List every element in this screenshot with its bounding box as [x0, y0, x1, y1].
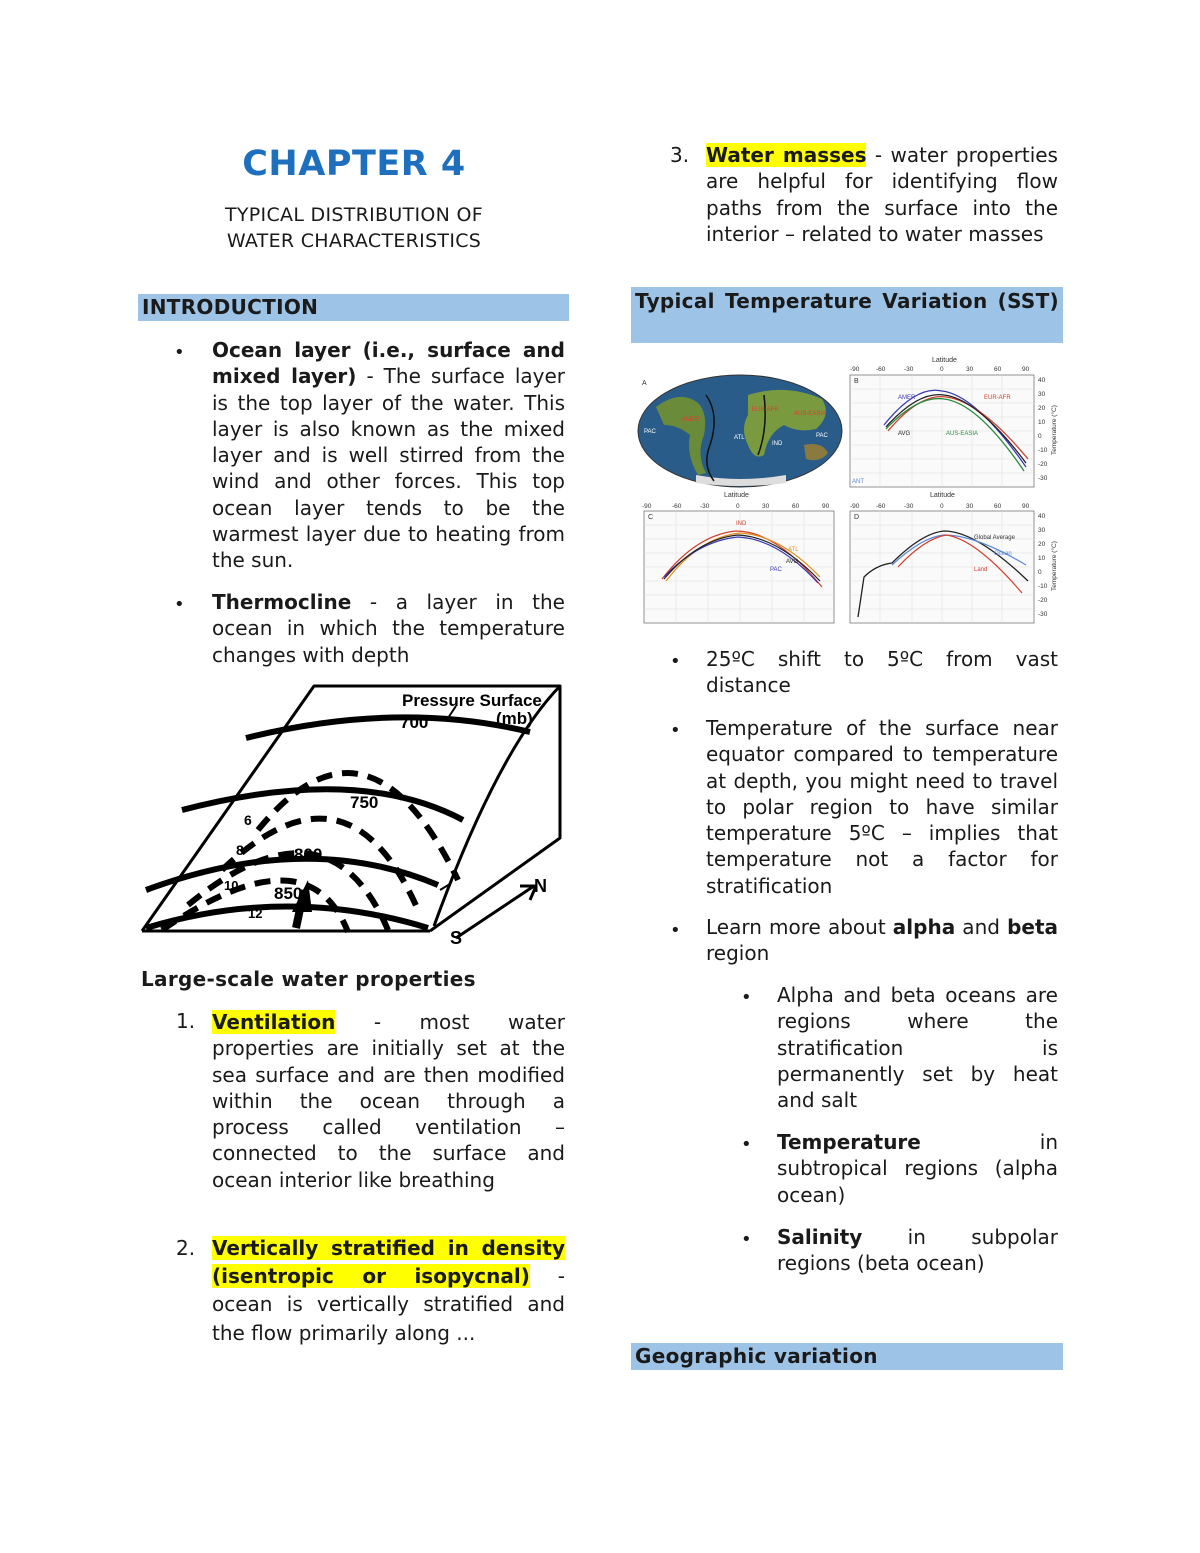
c-label: AVG [786, 559, 799, 565]
c-label: IND [736, 521, 747, 527]
intro-item-thermocline [212, 589, 565, 668]
sst-heading-text: Typical Temperature Variation (SST) [635, 289, 1059, 313]
bullet-dot: • [670, 920, 681, 941]
geographic-variation-heading [631, 1343, 1063, 1370]
temp-tick: -30 [1038, 475, 1048, 482]
bullet-dot: • [741, 1134, 752, 1155]
latitude-label: Latitude [930, 492, 955, 499]
label-north: N [534, 876, 547, 896]
stratified-term: Vertically stratified in density (isentropic or isopycnal) [212, 1236, 565, 1289]
d-label: Global Average [974, 535, 1015, 541]
lat-tick: -90 [642, 503, 652, 510]
map-label: IND [772, 441, 783, 447]
temp-tick: 10 [1038, 555, 1046, 562]
temp-tick: -10 [1038, 583, 1048, 590]
introduction-heading-text: INTRODUCTION [142, 295, 319, 319]
lat-tick: 60 [994, 503, 1002, 510]
c-label: PAC [770, 567, 782, 573]
label-isotherm-10: 10 [224, 878, 239, 893]
temp-tick: 30 [1038, 527, 1046, 534]
temp-tick: 40 [1038, 377, 1046, 384]
lat-tick: 30 [966, 503, 974, 510]
bullet-surface-vs-depth: Temperature of the surface near equator compared to temperature at depth, you might need to travel to polar region to have similar temperature 5ºC – implies that temperature not a factor for stratification [706, 716, 1058, 898]
temp-tick: -30 [1038, 611, 1048, 618]
c-label: ATL [788, 547, 799, 553]
large-scale-item-water-masses [706, 142, 1058, 247]
ocean-layer-term: Ocean layer (i.e., surface and mixed layer) [212, 338, 565, 389]
bullet-dot: • [741, 987, 752, 1008]
map-label: AUS-EASIA [794, 411, 827, 417]
lat-tick: 0 [940, 503, 944, 510]
map-label: EUR-AFR [752, 407, 779, 413]
geographic-variation-heading-text: Geographic variation [635, 1344, 878, 1368]
map-label: PAC [816, 433, 828, 439]
label-750: 750 [350, 793, 379, 812]
bullet-dot: • [670, 720, 681, 741]
salinity-text: in subpolar regions (beta ocean) [777, 1225, 1058, 1276]
label-south: S [450, 928, 463, 948]
panel-d-label: D [854, 514, 860, 521]
lat-tick: -60 [876, 503, 886, 510]
lat-tick: -30 [904, 503, 914, 510]
map-label: ATL [734, 435, 745, 441]
panel-b-lat-ticks [850, 366, 1030, 373]
panel-c-label: C [648, 514, 654, 521]
b-label: AMER [898, 395, 916, 401]
temp-tick: -10 [1038, 447, 1048, 454]
chapter-subtitle [140, 202, 568, 254]
bullet-alpha-beta [706, 914, 1058, 967]
large-scale-item-ventilation [212, 1009, 565, 1193]
subtitle-line-1: TYPICAL DISTRIBUTION OF [224, 204, 483, 226]
temp-tick: 0 [1038, 433, 1042, 440]
panel-c-chart [642, 492, 834, 623]
bullet-dot: • [741, 1229, 752, 1250]
lat-tick: -60 [672, 503, 682, 510]
alpha-beta-post: region [706, 941, 770, 966]
temp-tick: 0 [1038, 569, 1042, 576]
large-scale-heading: Large-scale water properties [141, 967, 476, 991]
panel-b-chart [850, 357, 1058, 487]
water-masses-text: - water properties are helpful for identifying flow paths from the surface into the interior – related to water masses [706, 143, 1058, 246]
alpha-beta-pre: Learn more about [706, 915, 893, 939]
pressure-surface-diagram [138, 680, 566, 948]
b-label: AUS-EASIA [946, 431, 979, 437]
panel-c-lat-ticks [642, 503, 830, 510]
lat-tick: 60 [792, 503, 800, 510]
lat-tick: 30 [966, 366, 974, 373]
lat-tick: 30 [762, 503, 770, 510]
latitude-label: Latitude [932, 357, 957, 364]
b-label: EUR-AFR [984, 395, 1011, 401]
lat-tick: 0 [736, 503, 740, 510]
b-label: AVG [898, 431, 911, 437]
alpha-term: alpha [892, 915, 956, 939]
map-label: PAC [644, 429, 656, 435]
label-isotherm-8: 8 [236, 842, 244, 858]
panel-d-chart [850, 492, 1058, 623]
subtitle-line-2: WATER CHARACTERISTICS [226, 230, 482, 252]
lat-tick: -30 [700, 503, 710, 510]
introduction-heading [138, 294, 569, 321]
panel-b-label: B [854, 378, 859, 385]
salinity-term: Salinity [777, 1225, 863, 1249]
lat-tick: -60 [876, 366, 886, 373]
temperature-axis-label: Temperature (°C) [1051, 405, 1058, 455]
temperature-axis-label: Temperature (°C) [1051, 541, 1058, 591]
panel-d-temp-ticks [1038, 513, 1048, 618]
temp-tick: -20 [1038, 461, 1048, 468]
bullet-temperature-shift: 25ºC shift to 5ºC from vast distance [706, 647, 1058, 698]
temperature-text: in subtropical regions (alpha ocean) [777, 1130, 1058, 1207]
lat-tick: 90 [1022, 503, 1030, 510]
lat-tick: -90 [850, 366, 860, 373]
diagram-title-line-1: Pressure Surface [402, 691, 542, 710]
panel-d-lat-ticks [850, 503, 1030, 510]
temp-tick: 20 [1038, 541, 1046, 548]
ventilation-text: - most water properties are initially set at the sea surface and are then modified within the ocean through a process called ventilation – connected to the surface and ocean interior like breathing [212, 1010, 565, 1192]
thermocline-text: - a layer in the ocean in which the temperature changes with depth [212, 590, 565, 667]
latitude-label: Latitude [724, 492, 749, 499]
bullet-dot: • [174, 342, 185, 363]
list-number-1: 1. [176, 1009, 196, 1033]
bullet-dot: • [670, 651, 681, 672]
b-label: ANT [852, 479, 864, 485]
sub-bullet-alpha-beta-oceans: Alpha and beta oceans are regions where the stratification is permanently set by heat and salt [777, 983, 1058, 1113]
chapter-title: CHAPTER 4 [242, 144, 466, 184]
ventilation-term: Ventilation [212, 1010, 336, 1034]
lat-tick: 90 [822, 503, 830, 510]
label-800: 800 [294, 845, 323, 864]
diagram-title-line-2: (mb) [496, 709, 533, 728]
map-label: AMER [682, 417, 700, 423]
north-south-arrow [456, 886, 534, 938]
temp-tick: 10 [1038, 419, 1046, 426]
intro-item-ocean-layer [212, 337, 565, 574]
lat-tick: 90 [1022, 366, 1030, 373]
label-850: 850 [274, 884, 303, 903]
lat-tick: 60 [994, 366, 1002, 373]
ocean-layer-text: - The surface layer is the top layer of the water. This layer is also known as the mixed layer and is well stirred from the wind and other forces. This top ocean layer tends to be the warmest layer due to heating from the sun. [212, 364, 565, 573]
temperature-term: Temperature [777, 1130, 921, 1154]
large-scale-item-stratified [212, 1234, 565, 1347]
label-isotherm-12: 12 [248, 906, 263, 921]
thermocline-term: Thermocline [212, 590, 352, 614]
d-label: Ocean [994, 551, 1012, 557]
label-700: 700 [400, 713, 429, 732]
water-masses-term: Water masses [706, 143, 867, 167]
lat-tick: -90 [850, 503, 860, 510]
d-label: Land [974, 567, 988, 573]
stratified-text: - ocean is vertically stratified and the flow primarily along ... [212, 1264, 565, 1345]
label-isotherm-6: 6 [244, 812, 252, 828]
sub-bullet-salinity [777, 1224, 1058, 1277]
temp-tick: 30 [1038, 391, 1046, 398]
temp-tick: 40 [1038, 513, 1046, 520]
sub-bullet-temperature [777, 1129, 1058, 1208]
bullet-dot: • [174, 594, 185, 615]
lat-tick: -30 [904, 366, 914, 373]
beta-term: beta [1007, 915, 1058, 939]
temp-tick: 20 [1038, 405, 1046, 412]
panel-b-temp-ticks [1038, 377, 1048, 482]
panel-a-label: A [642, 380, 647, 387]
alpha-beta-mid: and [955, 915, 1008, 939]
sst-heading [631, 287, 1063, 343]
lat-tick: 0 [940, 366, 944, 373]
temp-tick: -20 [1038, 597, 1048, 604]
panel-a-world-map [638, 375, 842, 487]
sst-figure [636, 355, 1061, 630]
list-number-2: 2. [176, 1236, 196, 1260]
list-number-3: 3. [670, 143, 690, 167]
